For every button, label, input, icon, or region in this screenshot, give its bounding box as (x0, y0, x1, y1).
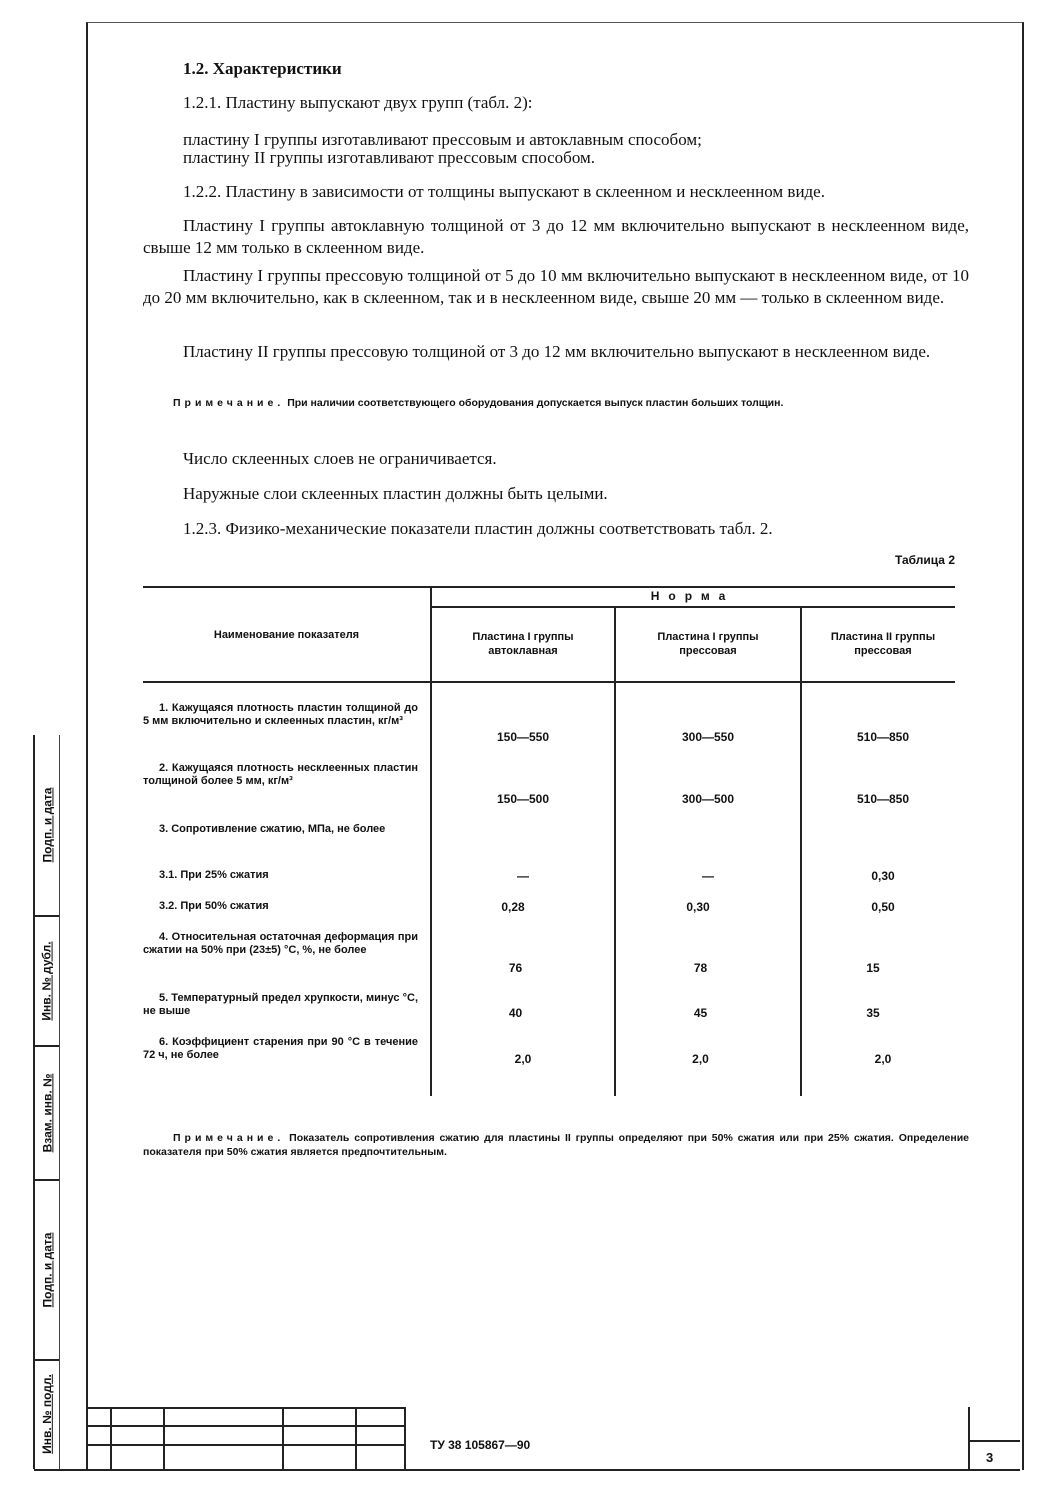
page-frame-bottom (34, 1469, 1020, 1471)
norma-header: Норма (650, 589, 735, 603)
title-block-divider (110, 1407, 112, 1469)
table-norma-border (430, 606, 955, 608)
table-row-name: 2. Кажущаяся плотность несклеенных пластин толщиной более 5 мм, кг/м³ (143, 762, 418, 787)
title-block-divider (404, 1407, 406, 1469)
side-stamp-cell (35, 917, 59, 1047)
table-cell: 2,0 (874, 1052, 892, 1066)
title-block-divider (282, 1407, 284, 1469)
side-stamp-label: Инв. № дубл. (40, 941, 55, 1021)
table-row-name: 3.1. При 25% сжатия (159, 869, 269, 881)
table-top-border (143, 586, 955, 588)
note-label: Примечание. (173, 1132, 285, 1144)
table-2 (143, 586, 955, 1096)
paragraph-layers: Число склеенных слоев не ограничивается. (183, 449, 497, 468)
side-stamp (33, 735, 60, 1469)
title-block-divider (163, 1407, 165, 1469)
table-label: Таблица 2 (894, 553, 955, 567)
document-code: ТУ 38 105867—90 (430, 1438, 531, 1452)
paragraph-pressed-1: Пластину I группы прессовую толщиной от 5 до 10 мм включительно выпускают в несклеенном виде, от 10 до 20 мм включительно, как в склеенном, так и в несклеенном виде, свыше 20 мм — только в склеенном виде. (143, 266, 969, 307)
col-1-header: Пластина I группы автоклавная (472, 631, 574, 657)
table-col-divider (800, 606, 802, 1096)
table-cell: — (517, 869, 529, 883)
paragraph-pressed-2: Пластину II группы прессовую толщиной от 3 до 12 мм включительно выпускают в несклеенном виде. (183, 342, 931, 361)
title-block-line (968, 1440, 1020, 1442)
section-heading: 1.2. Характеристики (183, 59, 342, 78)
table-cell: 15 (866, 961, 880, 975)
table-cell: 510—850 (856, 730, 910, 744)
col-name-header: Наименование показателя (213, 629, 360, 641)
side-stamp-cell (35, 1047, 59, 1181)
table-cell: 0,30 (686, 900, 710, 914)
side-stamp-cell (35, 1361, 59, 1467)
table-cell: 0,50 (871, 900, 895, 914)
paragraph-1-2-1: 1.2.1. Пластину выпускают двух групп (табл. 2): (183, 93, 533, 112)
paragraph-group-1: пластину I группы изготавливают прессовым и автоклавным способом; (183, 130, 702, 149)
table-cell: 76 (508, 961, 523, 975)
title-block-divider (355, 1407, 357, 1469)
paragraph-1-2-2: 1.2.2. Пластину в зависимости от толщины выпускают в склеенном и несклеенном виде. (183, 182, 825, 201)
note-text: При наличии соответствующего оборудования допускается выпуск пластин больших толщин. (287, 397, 784, 409)
note-text: Показатель сопротивления сжатию для пластины II группы определяют при 50% сжатия или при 25% сжатия. Определение показателя при 50% сжатия является предпочтительным. (143, 1132, 969, 1158)
paragraph-outer-layers: Наружные слои склеенных пластин должны быть целыми. (183, 484, 608, 503)
table-header-border (143, 681, 955, 683)
side-stamp-cell (35, 1181, 59, 1361)
table-row-name: 5. Температурный предел хрупкости, минус °С, не выше (143, 992, 418, 1017)
table-row-name: 4. Относительная остаточная деформация при сжатии на 50% при (23±5) °С, %, не более (143, 931, 418, 956)
table-cell: 510—850 (856, 792, 910, 806)
paragraph-autoclave: Пластину I группы автоклавную толщиной от 3 до 12 мм включительно выпускают в несклеенном виде, свыше 12 мм только в склеенном виде. (143, 216, 969, 257)
table-cell: 150—500 (496, 792, 550, 806)
paragraph-1-2-3: 1.2.3. Физико-механические показатели пластин должны соответствовать табл. 2. (183, 519, 773, 538)
title-block-divider (968, 1407, 970, 1469)
paragraph-group-2: пластину II группы изготавливают прессовым способом. (183, 148, 596, 167)
table-col-divider (430, 586, 432, 1096)
table-cell: 300—550 (681, 730, 735, 744)
note-1 (143, 396, 969, 410)
table-cell: 0,30 (871, 869, 895, 883)
table-row-name: 3.2. При 50% сжатия (159, 900, 269, 912)
side-stamp-cell (35, 735, 59, 917)
table-row-name: 1. Кажущаяся плотность пластин толщиной до 5 мм включительно и склеенных пластин, кг/м³ (143, 702, 418, 727)
table-cell: 150—550 (496, 730, 550, 744)
table-cell: 2,0 (692, 1052, 709, 1066)
side-stamp-label: Подп. и дата (40, 787, 55, 863)
table-cell: 300—500 (681, 792, 735, 806)
note-2 (143, 1131, 969, 1159)
table-cell: 40 (508, 1006, 523, 1020)
table-row-name: 3. Сопротивление сжатию, МПа, не более (159, 823, 386, 835)
col-2-header: Пластина I группы прессовая (657, 631, 759, 657)
side-stamp-label: Подп. и дата (40, 1232, 55, 1308)
page-number: 3 (986, 1450, 994, 1465)
table-row-name: 6. Коэффициент старения при 90 °С в течение 72 ч, не более (143, 1036, 418, 1061)
table-cell: 2,0 (514, 1052, 532, 1066)
note-label: Примечание. (173, 397, 285, 409)
side-stamp-label: Взам. инв. № (40, 1073, 54, 1153)
table-col-divider (614, 606, 616, 1096)
table-cell: 35 (866, 1006, 880, 1020)
table-cell: 45 (693, 1006, 708, 1020)
table-cell: — (702, 869, 714, 883)
side-stamp-label: Инв. № подл. (40, 1374, 54, 1454)
table-cell: 0,28 (501, 900, 525, 914)
table-cell: 78 (693, 961, 708, 975)
col-3-header: Пластина II группы прессовая (830, 631, 936, 657)
